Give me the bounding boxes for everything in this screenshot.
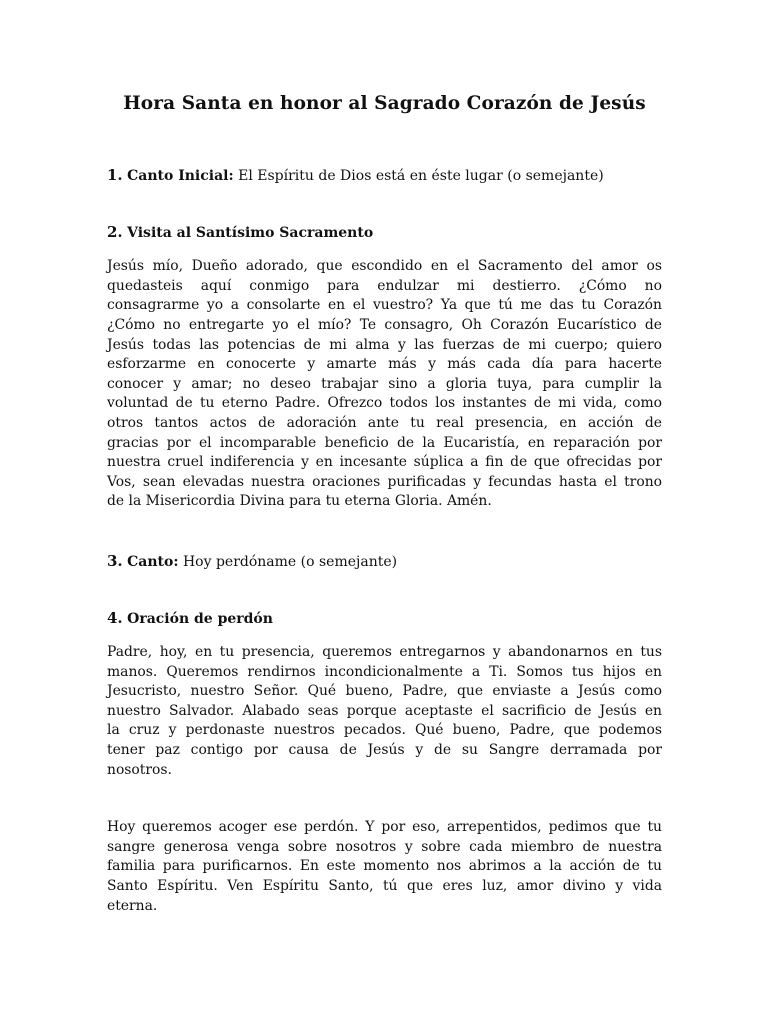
paragraph-line: esforzarme en conocerte y amarte más y más cada día para hacerte (107, 356, 662, 373)
paragraph-line: consagrarme yo a consolarte en el vuestro? Ya que tú me das tu Corazón (107, 297, 662, 314)
section-1-heading (107, 166, 662, 187)
paragraph-line: manos. Queremos rendirnos incondicionalmente a Ti. Somos tus hijos en (107, 663, 662, 680)
paragraph-line: eterna. (107, 897, 158, 914)
paragraph-line: tener paz contigo por causa de Jesús y de su Sangre derramada por (107, 742, 662, 759)
section-3-number: 3. (107, 551, 123, 570)
section-4-paragraph-2 (107, 818, 662, 916)
paragraph-line: Padre, hoy, en tu presencia, queremos entregarnos y abandonarnos en tus (107, 644, 662, 661)
paragraph-line: gracias por el incomparable beneficio de la Eucaristía, en reparación por (107, 434, 662, 451)
paragraph-line: la cruz y perdonaste nuestros pecados. Qué bueno, Padre, que podemos (107, 722, 662, 739)
paragraph-line: quedasteis aquí conmigo para endulzar mi destierro. ¿Cómo no (107, 277, 662, 294)
paragraph-line: Vos, sean elevadas nuestra oraciones purificadas y fecundas hasta el trono (107, 473, 662, 490)
paragraph-line: ¿Cómo no entregarte yo el mío? Te consagro, Oh Corazón Eucarístico de (107, 316, 662, 333)
paragraph-line: Hoy queremos acoger ese perdón. Y por eso, arrepentidos, pedimos que tu (107, 819, 662, 836)
document-title: Hora Santa en honor al Sagrado Corazón de Jesús (123, 93, 646, 114)
paragraph-line: familia para purificarnos. En este momento nos abrimos a la acción de tu (107, 858, 662, 875)
section-4-paragraph-1 (107, 643, 662, 780)
paragraph-line: otros tantos actos de adoración ante tu real presencia, en acción de (107, 414, 662, 431)
section-4-heading (107, 609, 662, 630)
section-2-paragraph (107, 257, 662, 512)
section-3-heading (107, 552, 662, 573)
paragraph-line: Jesús todas las potencias de mi alma y las fuerzas de mi cuerpo; quiero (107, 336, 662, 353)
paragraph-line: Jesús mío, Dueño adorado, que escondido en el Sacramento del amor os (107, 258, 662, 275)
section-1-number: 1. (107, 166, 123, 184)
paragraph-line: voluntad de tu eterno Padre. Ofrezco todos los instantes de mi vida, como (107, 395, 662, 412)
section-4-label: Oración de perdón (127, 610, 273, 627)
section-2-heading (107, 223, 662, 244)
section-1-label: Canto Inicial: (127, 168, 234, 184)
paragraph-line: nuestra cruel indiferencia y en incesante súplica a fin de que ofrecidas por (107, 454, 662, 471)
section-1-text: El Espíritu de Dios está en éste lugar (o semejante) (238, 168, 604, 184)
paragraph-line: sangre generosa venga sobre nosotros y sobre cada miembro de nuestra (107, 838, 662, 855)
paragraph-line: nuestro Salvador. Alabado seas porque aceptaste el sacrificio de Jesús en (107, 702, 662, 719)
paragraph-line: Jesucristo, nuestro Señor. Qué bueno, Padre, que enviaste a Jesús como (107, 683, 662, 700)
paragraph-line: de la Misericordia Divina para tu eterna Gloria. Amén. (107, 493, 492, 510)
section-2-number: 2. (107, 222, 123, 241)
section-3-label: Canto: (127, 553, 179, 570)
paragraph-line: conocer y amar; no deseo trabajar sino a gloria tuya, para cumplir la (107, 375, 662, 392)
paragraph-line: nosotros. (107, 761, 172, 778)
paragraph-line: Santo Espíritu. Ven Espíritu Santo, tú que eres luz, amor divino y vida (107, 878, 662, 895)
section-4-number: 4. (107, 608, 123, 627)
section-2-label: Visita al Santísimo Sacramento (127, 224, 374, 241)
section-3-text: Hoy perdóname (o semejante) (182, 553, 398, 570)
